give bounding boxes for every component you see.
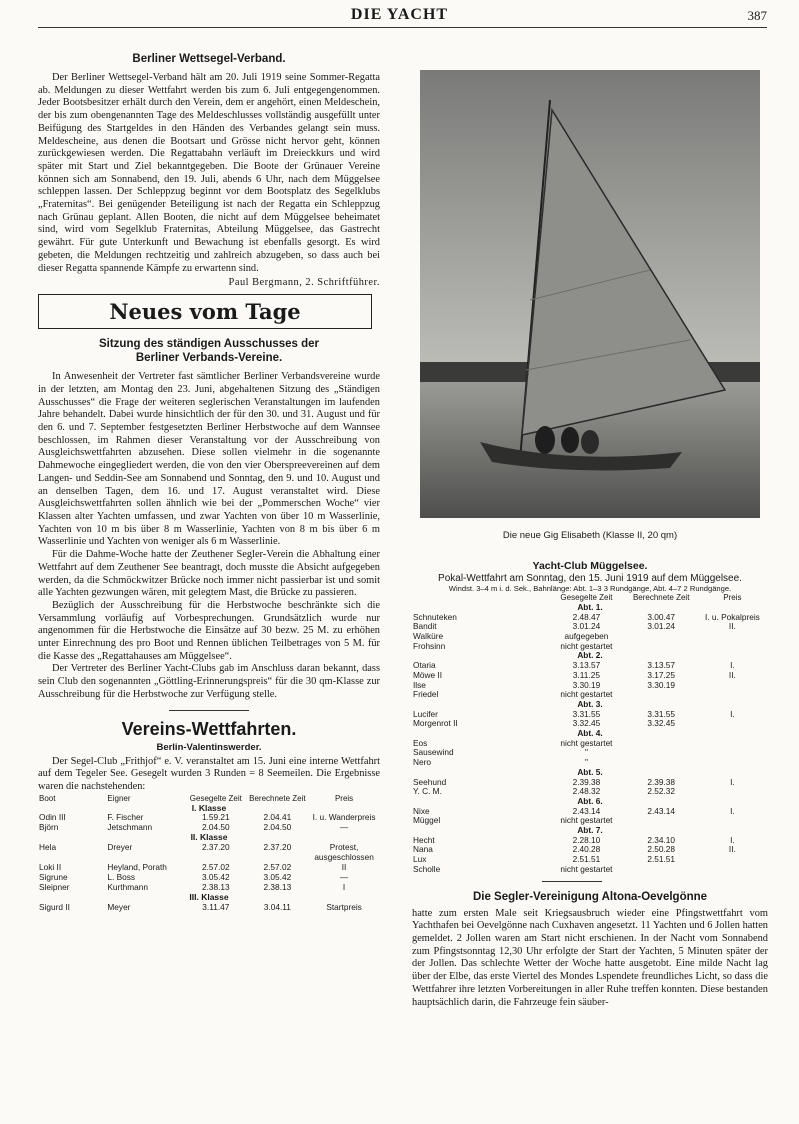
boot-cell: Sleipner (39, 881, 70, 892)
berechnete-zeit-cell: 2.57.02 (263, 861, 292, 872)
ycm-results-table (412, 593, 768, 875)
eigner-cell: Jetschmann (107, 822, 153, 833)
boot-cell: Lucifer (413, 708, 438, 719)
sitzung-paragraph-3: Bezüglich der Ausschreibung für die Herbstwoche beschränkte sich die Versammlung vorläufig auf Vorbesprechungen. Grundsätzlich wurde nur angenommen für die Herbstwoche die Einsätze auf 30 bezw. 25 M. zu erhöhen unter Einrechnung des pro Boot und Rennen üblichen Teilbetrages von 5 M. für die Kasse des „Regattahauses am Müggelsee“. (38, 599, 380, 662)
preis-cell (697, 865, 768, 875)
gesegelte-zeit-cell: nicht gestartet (560, 737, 613, 748)
column-header-boot: Boot (39, 793, 56, 803)
preis-cell: II. (728, 621, 736, 632)
section-divider (542, 881, 602, 882)
berechnete-zeit-cell: 2.52.32 (647, 786, 676, 797)
preis-cell: II. (728, 844, 736, 855)
sailboat-photo-image (420, 70, 760, 518)
gesegelte-zeit-cell: 3.05.42 (201, 871, 230, 882)
altona-title: Die Segler-Vereinigung Altona-Oevelgönne (472, 890, 708, 903)
preis-cell (697, 681, 768, 691)
berechnete-zeit-cell: 3.30.19 (647, 679, 676, 690)
eigner-cell: Heyland, Porath (107, 861, 167, 872)
frithjof-results-table (38, 794, 380, 913)
gesegelte-zeit-cell: 2.48.47 (572, 611, 601, 622)
preis-cell (697, 719, 768, 729)
abteilung-heading: Abt. 1. (577, 601, 603, 612)
boot-cell: Friedel (413, 689, 439, 700)
boot-cell: Scholle (413, 863, 441, 874)
boot-cell: Eos (413, 737, 428, 748)
gesegelte-zeit-cell: 2.04.50 (201, 822, 230, 833)
berechnete-zeit-cell: 3.17.25 (647, 669, 676, 680)
boot-cell: Seehund (413, 776, 447, 787)
column-header-preis: Preis (334, 793, 354, 803)
boot-cell: Lux (413, 854, 427, 865)
preis-cell: II. (728, 669, 736, 680)
gesegelte-zeit-cell: 3.11.25 (572, 669, 600, 680)
gesegelte-zeit-cell: 2.48.32 (572, 786, 601, 797)
berechnete-zeit-cell: 3.05.42 (263, 871, 292, 882)
boot-cell: Möwe II (413, 669, 443, 680)
wsv-title: Berliner Wettsegel-Verband. (132, 53, 286, 65)
berechnete-zeit-cell: 2.51.51 (647, 854, 676, 865)
boot-cell: Nixe (413, 805, 430, 816)
ycm-note: Windst. 3–4 m i. d. Sek., Bahnlänge: Abt. 1–3 3 Rundgänge, Abt. 4–7 2 Rundgänge. (448, 584, 732, 593)
gesegelte-zeit-cell: aufgegeben (564, 631, 609, 642)
gesegelte-zeit-cell: 1.59.21 (201, 812, 230, 823)
vereins-subtitle: Berlin-Valentinswerder. (156, 741, 262, 753)
gesegelte-zeit-cell: 2.37.20 (201, 842, 230, 853)
vereins-text: Der Segel-Club „Frithjof“ e. V. veranstaltet am 15. Juni eine interne Wettfahrt auf dem Tegeler See. Gesegelt wurden 3 Runden = 8 Seemeilen. Die Ergebnisse waren die nachstehenden: (38, 755, 380, 792)
column-header-eigner: Eigner (107, 793, 131, 803)
class-heading: III. Klasse (189, 891, 229, 902)
boot-cell: Otaria (413, 660, 436, 671)
preis-cell: — (339, 822, 349, 833)
preis-cell (697, 739, 768, 749)
abteilung-heading: Abt. 7. (577, 825, 603, 836)
abteilung-heading: Abt. 5. (577, 766, 603, 777)
preis-cell: I. (730, 660, 735, 671)
section-divider (169, 710, 249, 711)
gesegelte-zeit-cell: 2.39.38 (572, 776, 601, 787)
boot-cell: Walküre (413, 631, 444, 642)
berechnete-zeit-cell (626, 748, 697, 758)
column-header-berechnete-zeit: Berechnete Zeit (632, 593, 690, 602)
boot-cell: Hecht (413, 834, 435, 845)
boot-cell: Y. C. M. (413, 786, 442, 797)
gesegelte-zeit-cell: nicht gestartet (560, 640, 613, 651)
boot-cell: Frohsinn (413, 640, 446, 651)
eigner-cell: Kurthmann (107, 881, 148, 892)
boot-cell: Björn (39, 822, 59, 833)
preis-cell (697, 855, 768, 865)
sitzung-paragraph-1: In Anwesenheit der Vertreter fast sämtlicher Berliner Verbandsvereine wurde in der letzten, am Montag den 23. Juni, abgehaltenen Sitzung des „Ständigen Ausschusses“ die Frage der weiteren seglerischen Veranstaltungen im laufenden Jahre behandelt. Dabei wurde hinsichtlich der für den 30. und 31. August und für den 6. und 7. September festgesetzten Berliner Herbstwoche auf dem Wannsee beschlossen, im Rahmen dieser Veranstaltung vor der Ausschreibung von Ausgleichswettfahrten abzusehen. Diese sollen vielmehr in die sogenannte Dahmewoche eingegliedert werden, die von den vier Oberspreevereinen auf dem Langen- und Seddin-See am Sonnabend und Sonntag, den 9. und 10. August und an denselben Tagen, dem 16. und 17. August veranstaltet wird. Diese Ausgleichswettfahrten sollen ähnlich wie bei der „Pommerschen Woche“ vier Klassen alter Yachten umfassen, und zwar Yachten von über 10 m Wasserlinie, Yachten von 10 m bis über 8 m Wasserlinie, Yachten von 8 m bis über 6 m Wasserlinie und Yachten von weniger als 6 m Wasserlinie. (38, 371, 380, 548)
boot-cell: Sigurd II (39, 901, 70, 912)
right-column (412, 40, 768, 1009)
preis-cell: Protest, ausgeschlossen (314, 842, 374, 863)
berechnete-zeit-cell: 2.38.13 (263, 881, 292, 892)
berechnete-zeit-cell: 3.31.55 (647, 708, 676, 719)
eigner-cell: F. Fischer (107, 812, 144, 823)
table-row (412, 865, 768, 875)
left-column (38, 40, 380, 913)
page-number: 387 (747, 8, 767, 23)
journal-title: DIE YACHT (350, 6, 449, 23)
gesegelte-zeit-cell: nicht gestartet (560, 815, 613, 826)
gesegelte-zeit-cell: 2.43.14 (572, 805, 601, 816)
preis-cell (697, 690, 768, 700)
berechnete-zeit-cell: 2.43.14 (647, 805, 676, 816)
preis-cell: I. u. Pokalpreis (704, 611, 760, 622)
preis-cell (697, 642, 768, 652)
wsv-text: Der Berliner Wettsegel-Verband hält am 20. Juli 1919 seine Sommer-Regatta ab. Meldungen zu dieser Wettfahrt werden bis zum 6. Juli entgegengenommen. Jeder Bootsbesitzer erhält durch den Verein, dem er angehört, einen Meldeschein, der bis zum obengenannten Tage des Meldeschlusses vollständig ausgefüllt unter Beifügung des Startgeldes in den Händen des Verbandes gelangt sein muss. Meldescheine, aus denen die Bootsart und Grösse nicht hervor geht, können zurückgewiesen werden. Die Regattabahn verläuft im Dreieckkurs und wird später mit Start und Ziel bekanntgegeben. Die Boote der Grünauer Vereine können sich am Sonnabend, den 19. Juli, abends 6 Uhr, nach dem Müggelsee schleppen lassen. Der Schleppzug beginnt vor dem Bootsplatz des Segelklubs „Fraternitas“. Bei genügender Beteiligung ist nach der Regatta ein Schleppzug nach Grünau geplant. Allen Booten, die nicht auf dem Müggelsee beheimatet sind, wird vom Segelklub Fraternitas, Abteilung Müggelsee, das Gastrecht gewährt. Für gute Unterkunft und Bewachung ist ebenfalls gesorgt. Es wird gebeten, die Meldungen rechtzeitig und zahlreich abzugeben, so dass auch bei dieser Regatta spannende Kämpfe zu erwartenn sind. (38, 72, 380, 274)
column-header-preis: Preis (723, 593, 742, 602)
berechnete-zeit-cell: 2.50.28 (647, 844, 676, 855)
gesegelte-zeit-cell: 2.38.13 (201, 881, 230, 892)
berechnete-zeit-cell (626, 865, 697, 875)
sitzung-paragraph-2: Für die Dahme-Woche hatte der Zeuthener Segler-Verein die Abhaltung einer Wettfahrt auf dem Zeuthener See beantragt, doch musste die Absicht aufgegeben werden, da die Schmöckwitzer Brücke noch immer nicht passierbar ist und somit alle Yachten gezwungen wären, mit gelegtem Mast, die Brücke zu passieren. (38, 549, 380, 599)
eigner-cell: L. Boss (107, 871, 136, 882)
gesegelte-zeit-cell: 3.01.24 (572, 621, 601, 632)
berechnete-zeit-cell: 2.34.10 (647, 834, 676, 845)
boot-cell: Sigrune (39, 871, 68, 882)
preis-cell: I. u. Wanderpreis (312, 812, 376, 823)
berechnete-zeit-cell: 2.04.50 (263, 822, 292, 833)
table-row (38, 903, 380, 913)
berechnete-zeit-cell: 3.01.24 (647, 621, 676, 632)
photo-caption: Die neue Gig Elisabeth (Klasse II, 20 qm) (502, 530, 678, 541)
gesegelte-zeit-cell: 2.57.02 (201, 861, 230, 872)
berechnete-zeit-cell (626, 632, 697, 642)
berechnete-zeit-cell: 2.37.20 (263, 842, 292, 853)
preis-cell: I (342, 881, 346, 892)
preis-cell: — (339, 871, 349, 882)
table-row (38, 843, 380, 863)
preis-cell: II (341, 861, 347, 872)
boot-cell: Ilse (413, 679, 426, 690)
class-heading: II. Klasse (190, 832, 228, 843)
berechnete-zeit-cell (626, 816, 697, 826)
neues-vom-tage-heading: Neues vom Tage (38, 294, 372, 329)
berechnete-zeit-cell (626, 758, 697, 768)
boot-cell: Loki II (39, 861, 62, 872)
preis-cell: I. (730, 708, 735, 719)
boot-cell: Sausewind (413, 747, 454, 758)
sitzung-title-2: Berliner Verbands-Vereine. (135, 352, 283, 365)
boot-cell: Müggel (413, 815, 441, 826)
preis-cell: I. (730, 776, 735, 787)
berechnete-zeit-cell: 2.39.38 (647, 776, 676, 787)
gesegelte-zeit-cell: nicht gestartet (560, 863, 613, 874)
table-row (412, 748, 768, 758)
sitzung-title-1: Sitzung des ständigen Ausschusses der (98, 338, 320, 351)
class-heading: I. Klasse (191, 802, 227, 813)
gesegelte-zeit-cell: 3.31.55 (572, 708, 601, 719)
boot-cell: Schnuteken (413, 611, 457, 622)
eigner-cell: Dreyer (107, 842, 133, 853)
sitzung-paragraph-4: Der Vertreter des Berliner Yacht-Clubs gab im Anschluss daran bekannt, dass sein Club den sogenannten „Göttling-Erinnerungspreis“ für die 30 qm-Klasse zur Ausschreibung für die Herbstwoche zur Verfügung stelle. (38, 663, 380, 700)
ycm-title: Yacht-Club Müggelsee. (532, 560, 648, 572)
preis-cell (697, 816, 768, 826)
gesegelte-zeit-cell: 2.40.28 (572, 844, 601, 855)
abteilung-heading: Abt. 4. (577, 728, 603, 739)
berechnete-zeit-cell (626, 739, 697, 749)
berechnete-zeit-cell: 3.00.47 (647, 611, 676, 622)
gesegelte-zeit-cell: " (584, 747, 588, 758)
boot-cell: Nero (413, 757, 431, 768)
berechnete-zeit-cell: 3.04.11 (263, 901, 291, 912)
table-row (412, 739, 768, 749)
boot-cell: Morgenrot II (413, 718, 458, 729)
ycm-subtitle: Pokal-Wettfahrt am Sonntag, den 15. Juni 1919 auf dem Müggelsee. (438, 573, 742, 584)
column-header-gesegelte-zeit: Gesegelte Zeit (560, 593, 613, 602)
abteilung-heading: Abt. 6. (577, 795, 603, 806)
gesegelte-zeit-cell: 2.51.51 (572, 854, 601, 865)
preis-cell: I. (730, 805, 735, 816)
berechnete-zeit-cell (626, 690, 697, 700)
gesegelte-zeit-cell: " (584, 757, 588, 768)
header-rule (38, 27, 767, 28)
preis-cell: Startpreis (326, 901, 362, 912)
berechnete-zeit-cell: 3.13.57 (647, 660, 676, 671)
berechnete-zeit-cell: 3.32.45 (647, 718, 676, 729)
gesegelte-zeit-cell: 3.13.57 (572, 660, 601, 671)
column-header-boot (412, 593, 547, 603)
boot-cell: Bandit (413, 621, 437, 632)
boot-cell: Nana (413, 844, 433, 855)
preis-cell: I. (730, 834, 735, 845)
wsv-signature: Paul Bergmann, 2. Schriftführer. (228, 277, 380, 289)
altona-text: hatte zum ersten Male seit Kriegsausbruch wieder eine Pfingstwettfahrt vom Yachthafen bei Oevelgönne nach Cuxhaven angesetzt. 11 Yachten und 6 Jollen hatten gemeldet. 2 Jollen waren am Start nicht erschienen. In der Nacht vom Sonnabend zum Pfingstsonntag 12,30 Uhr erfolgte der Start der Yachten, 5 Minuten später der der Jollen. Das schlechte Wetter der Woche hatte ausgetobt. Eine milde Nacht lag über der Elbe, das erste Viertel des Mondes Lspendete freundliches Licht, so dass die Wettfahrer ihre letzten Vorbereitungen in aller Ruhe treffen konnten. Diese bestanden hauptsächlich darin, die Fahrzeuge fein säuber- (412, 907, 768, 1008)
column-header-gesegelte-zeit: Gesegelte Zeit (189, 793, 242, 803)
abteilung-heading: Abt. 2. (577, 650, 603, 661)
gesegelte-zeit-cell: 2.28.10 (572, 834, 601, 845)
boot-cell: Odin III (39, 812, 66, 823)
gesegelte-zeit-cell: nicht gestartet (560, 689, 613, 700)
gesegelte-zeit-cell: 3.11.47 (202, 901, 230, 912)
column-header-berechnete-zeit: Berechnete Zeit (249, 793, 306, 803)
gesegelte-zeit-cell: 3.30.19 (572, 679, 601, 690)
preis-cell (697, 632, 768, 642)
preis-cell (697, 787, 768, 797)
boot-cell: Hela (39, 842, 57, 853)
sailboat-photo (420, 70, 760, 518)
gesegelte-zeit-cell: 3.32.45 (572, 718, 601, 729)
berechnete-zeit-cell: 2.04.41 (263, 812, 292, 823)
preis-cell (697, 748, 768, 758)
berechnete-zeit-cell (626, 642, 697, 652)
abteilung-heading: Abt. 3. (577, 698, 603, 709)
vereins-title: Vereins-Wettfahrten. (121, 718, 297, 739)
preis-cell (697, 758, 768, 768)
eigner-cell: Meyer (107, 901, 131, 912)
